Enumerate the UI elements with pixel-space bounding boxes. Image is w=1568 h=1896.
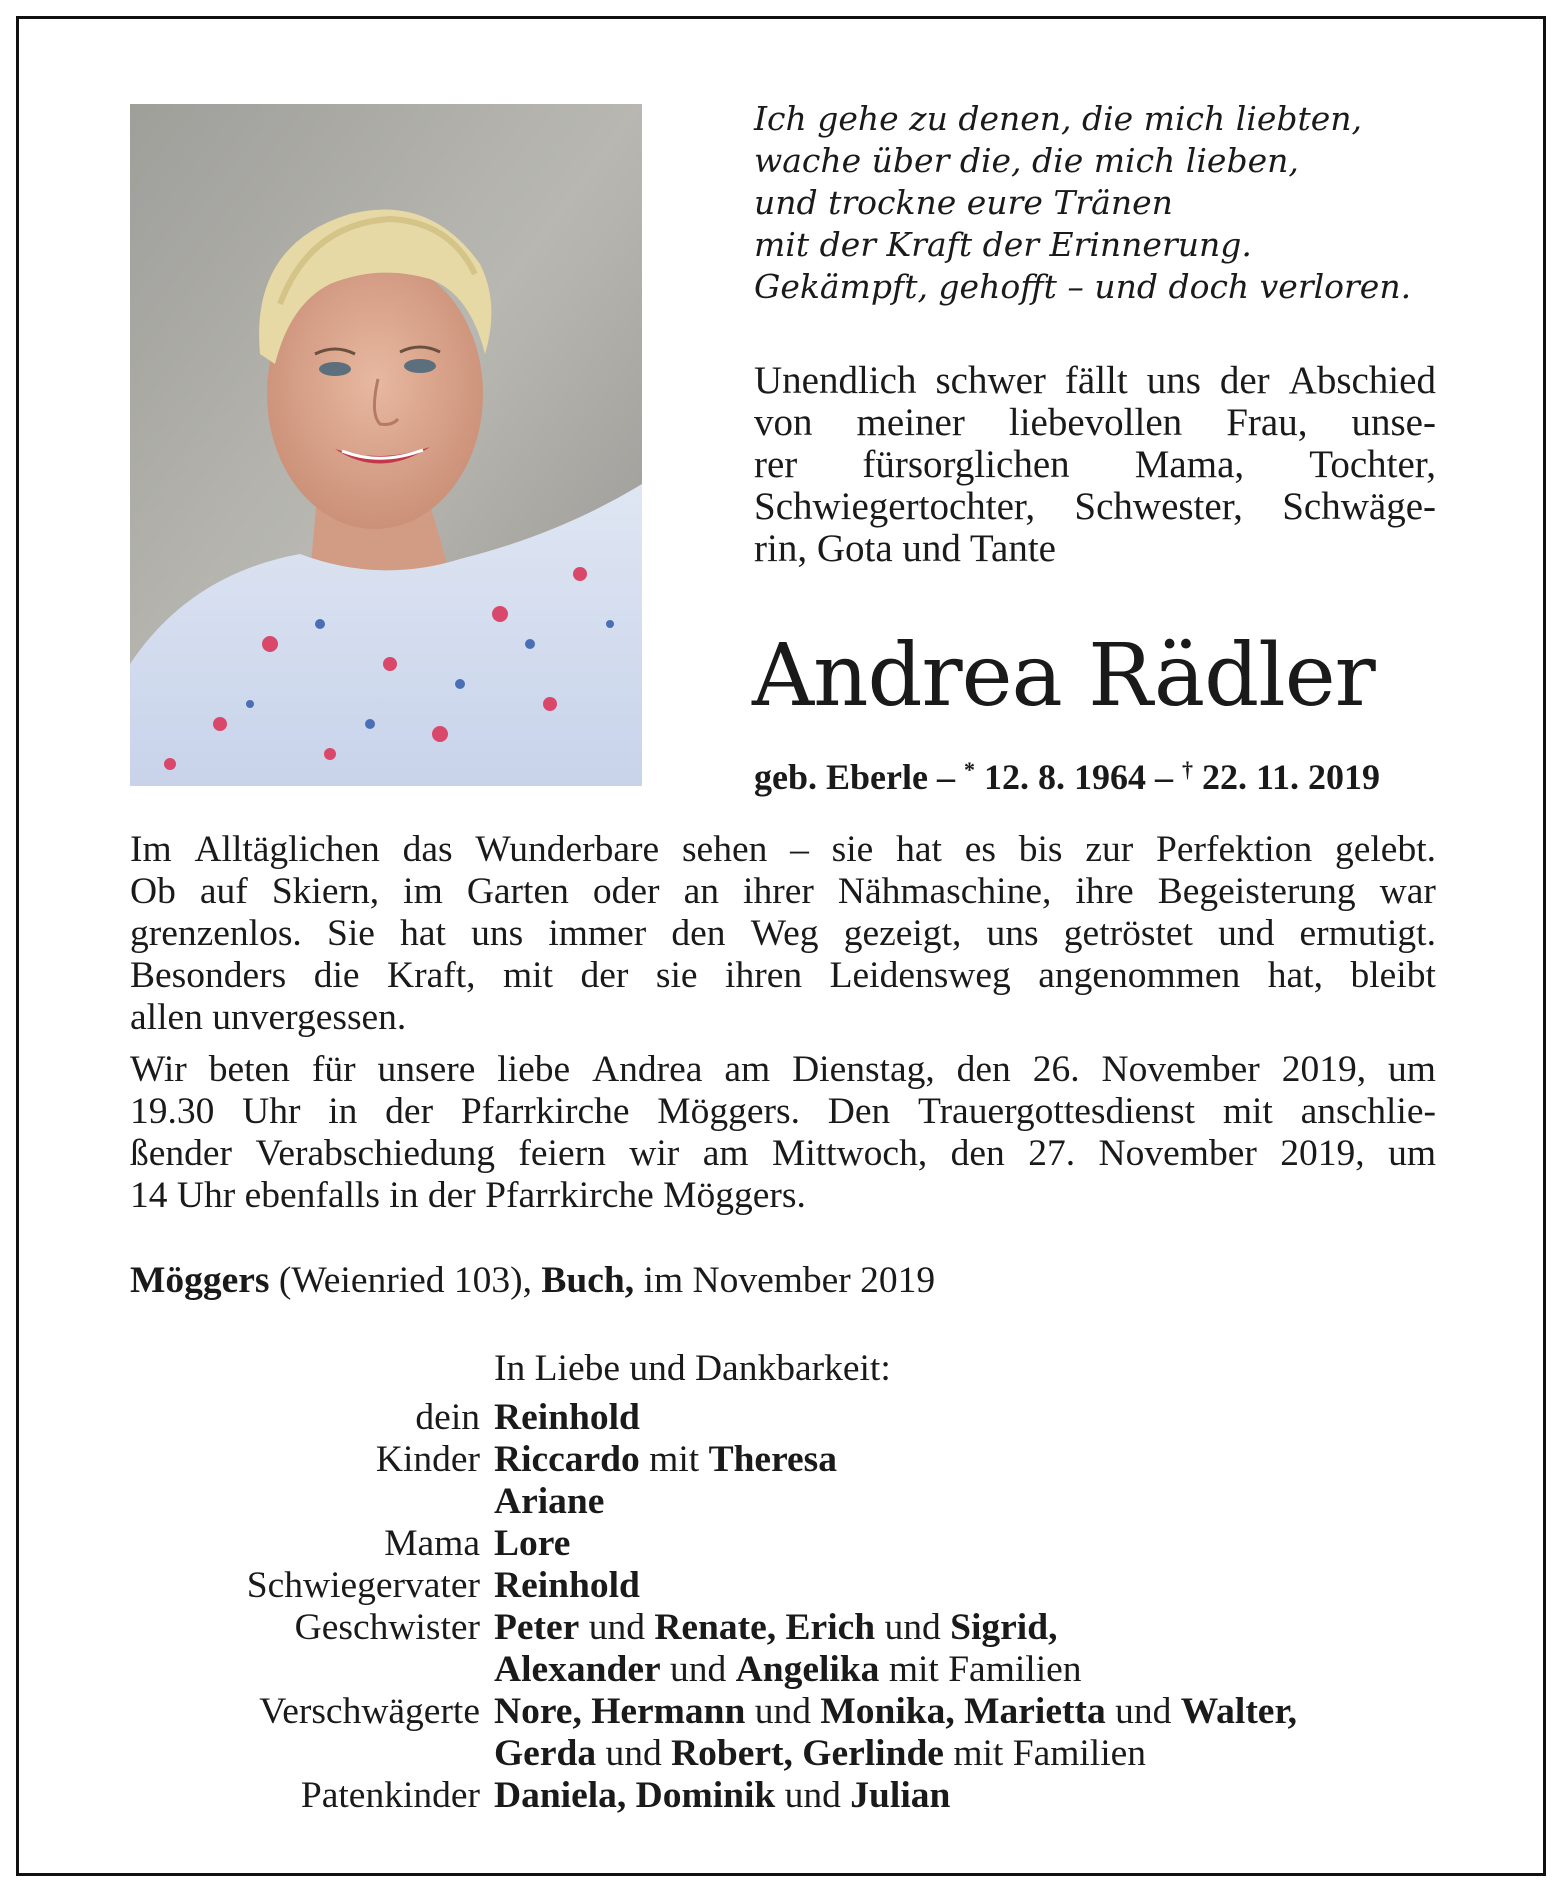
- word: unse-: [1351, 401, 1436, 444]
- word: Uhr: [242, 1091, 301, 1132]
- deceased-name: Andrea Rädler: [752, 626, 1375, 726]
- body-line: [130, 1091, 1436, 1133]
- word: beten: [208, 1049, 290, 1090]
- mourner-names: [494, 1775, 950, 1817]
- word: Mittwoch,: [772, 1133, 928, 1174]
- farewell-line: [754, 444, 1436, 486]
- word: von: [754, 401, 813, 444]
- word: uns: [986, 913, 1039, 954]
- body-line: [130, 829, 1436, 871]
- mourner-names: [494, 1439, 837, 1481]
- word: hat: [896, 829, 942, 870]
- relation-label: [130, 1649, 494, 1691]
- connector-text: und: [875, 1607, 951, 1648]
- body-line: [130, 913, 1436, 955]
- word: 26.: [1032, 1049, 1080, 1090]
- word: es: [964, 829, 996, 870]
- word: uns: [471, 913, 524, 954]
- death-date: 22. 11. 2019: [1192, 757, 1380, 797]
- relation-label: Schwiegervater: [246, 1565, 480, 1606]
- mourner-name: Sigrid,: [950, 1607, 1058, 1648]
- word: rer: [754, 443, 798, 486]
- mourner-name: Peter: [494, 1607, 580, 1648]
- relation-label: Verschwägerte: [259, 1691, 480, 1732]
- farewell-line: rin, Gota und Tante: [754, 527, 1056, 570]
- word: 27.: [1028, 1133, 1076, 1174]
- mourner-row: [130, 1481, 1440, 1523]
- word: meiner: [856, 401, 965, 444]
- mourner-name: Alexander: [494, 1649, 661, 1690]
- mourner-names: [494, 1691, 1297, 1733]
- mourner-name: Daniela, Dominik: [494, 1775, 776, 1816]
- mourner-names: [494, 1523, 570, 1565]
- mourner-names: [494, 1397, 640, 1439]
- poem-line: wache über die, die mich lieben,: [754, 141, 1299, 180]
- word: Leidensweg: [829, 955, 1011, 996]
- word: den: [956, 1049, 1011, 1090]
- word: bleibt: [1350, 955, 1436, 996]
- word: Schwester,: [1074, 485, 1243, 528]
- word: Schwäge-: [1282, 485, 1436, 528]
- word: für: [311, 1049, 356, 1090]
- mourners-list: [130, 1397, 1440, 1817]
- word: den: [950, 1133, 1005, 1174]
- word: Abschied: [1288, 359, 1436, 402]
- word: um: [1388, 1133, 1436, 1174]
- word: Unendlich: [754, 359, 917, 402]
- life-dates: [754, 748, 1454, 799]
- word: grenzenlos.: [130, 913, 302, 954]
- word: Dienstag,: [792, 1049, 935, 1090]
- birth-date: 12. 8. 1964 –: [974, 757, 1182, 797]
- word: oder: [592, 871, 660, 912]
- word: schwer: [935, 359, 1046, 402]
- mourner-name: Walter,: [1180, 1691, 1298, 1732]
- mourner-name: Riccardo: [494, 1439, 640, 1480]
- word: den: [671, 913, 726, 954]
- word: liebe: [497, 1049, 571, 1090]
- farewell-line: [754, 486, 1436, 528]
- word: Alltäglichen: [194, 829, 380, 870]
- mourner-row: [130, 1649, 1440, 1691]
- mourner-row: [130, 1523, 1440, 1565]
- body-line: [130, 871, 1436, 913]
- body-line: [130, 955, 1436, 997]
- paragraph-tribute: [130, 829, 1436, 997]
- word: Mama,: [1134, 443, 1245, 486]
- word: Trauergottesdienst: [917, 1091, 1196, 1132]
- mourner-row: [130, 1565, 1440, 1607]
- word: am: [702, 1133, 749, 1174]
- word: ßender: [130, 1133, 233, 1174]
- word: immer: [548, 913, 647, 954]
- mourner-name: Reinhold: [494, 1565, 640, 1606]
- connector-text: und: [745, 1691, 821, 1732]
- mourner-row: [130, 1775, 1440, 1817]
- mourner-name: Renate, Erich: [654, 1607, 876, 1648]
- poem-line: und trockne eure Tränen: [754, 183, 1173, 222]
- relation-label: [130, 1733, 494, 1775]
- word: fürsorglichen: [862, 443, 1070, 486]
- town-name: Buch,: [541, 1260, 635, 1301]
- connector-text: mit: [639, 1439, 709, 1480]
- body-line: allen unvergessen.: [130, 997, 407, 1038]
- word: sehen: [681, 829, 768, 870]
- mourner-names: [494, 1607, 1057, 1649]
- mourner-name: Reinhold: [494, 1397, 640, 1438]
- word: fällt: [1064, 359, 1128, 402]
- mourner-row: [130, 1439, 1440, 1481]
- word: Garten: [466, 871, 569, 912]
- word: wir: [629, 1133, 680, 1174]
- word: der: [385, 1091, 434, 1132]
- word: hat: [400, 913, 446, 954]
- mourner-names: [494, 1565, 640, 1607]
- word: und: [1218, 913, 1275, 954]
- word: 2019,: [1280, 1133, 1365, 1174]
- word: Den: [827, 1091, 891, 1132]
- place-date-line: [130, 1260, 1436, 1302]
- word: das: [402, 829, 453, 870]
- maiden-name: geb. Eberle –: [754, 757, 964, 797]
- word: Ob: [130, 871, 176, 912]
- word: Perfektion: [1155, 829, 1313, 870]
- poem: [754, 98, 1454, 308]
- connector-text: mit Familien: [879, 1649, 1082, 1690]
- thanks-heading: In Liebe und Dankbarkeit:: [494, 1348, 891, 1389]
- connector-text: und: [579, 1607, 655, 1648]
- word: Wir: [130, 1049, 187, 1090]
- word: war: [1379, 871, 1436, 912]
- word: ihre: [1075, 871, 1134, 912]
- word: liebevollen: [1008, 401, 1183, 444]
- word: unsere: [377, 1049, 476, 1090]
- word: hat,: [1267, 955, 1323, 996]
- mourner-row: [130, 1607, 1440, 1649]
- relation-label: Kinder: [375, 1439, 480, 1480]
- farewell-line: [754, 402, 1436, 444]
- word: November: [1101, 1049, 1260, 1090]
- word: zur: [1085, 829, 1134, 870]
- word: bis: [1018, 829, 1063, 870]
- word: gelebt.: [1334, 829, 1436, 870]
- word: Besonders: [130, 955, 287, 996]
- word: Im: [130, 829, 172, 870]
- mourner-row: [130, 1733, 1440, 1775]
- body-line: [130, 1049, 1436, 1091]
- connector-text: und: [1105, 1691, 1181, 1732]
- word: November: [1098, 1133, 1257, 1174]
- poem-line: mit der Kraft der Erinnerung.: [754, 225, 1252, 264]
- mourner-names: [494, 1481, 604, 1523]
- relation-label: [130, 1481, 494, 1523]
- poem-line: Ich gehe zu denen, die mich liebten,: [754, 99, 1363, 138]
- town-name: Möggers: [130, 1260, 270, 1301]
- word: Verabschiedung: [255, 1133, 495, 1174]
- word: Nähmaschine,: [837, 871, 1052, 912]
- word: Begeisterung: [1157, 871, 1356, 912]
- address: (Weienried 103),: [269, 1260, 542, 1301]
- death-mark: †: [1181, 757, 1193, 782]
- word: Möggers.: [657, 1091, 800, 1132]
- word: der: [1219, 359, 1270, 402]
- word: ihrer: [743, 871, 814, 912]
- farewell-text: [754, 360, 1436, 570]
- connector-text: und: [660, 1649, 736, 1690]
- word: Sie: [326, 913, 375, 954]
- word: mit: [503, 955, 554, 996]
- mourner-row: [130, 1397, 1440, 1439]
- mourner-name: Monika, Marietta: [820, 1691, 1106, 1732]
- word: ihren: [725, 955, 803, 996]
- word: feiern: [518, 1133, 606, 1174]
- word: am: [724, 1049, 771, 1090]
- word: mit: [1222, 1091, 1273, 1132]
- word: anschlie-: [1300, 1091, 1436, 1132]
- word: 19.30: [130, 1091, 215, 1132]
- word: sie: [831, 829, 874, 870]
- relation-label: dein: [415, 1397, 480, 1438]
- word: Frau,: [1226, 401, 1308, 444]
- word: an: [683, 871, 719, 912]
- mourner-names: [494, 1733, 1146, 1775]
- paragraph-service: [130, 1049, 1436, 1175]
- mourner-names: [494, 1649, 1082, 1691]
- word: Pfarrkirche: [460, 1091, 630, 1132]
- mourner-row: [130, 1691, 1440, 1733]
- word: in: [328, 1091, 358, 1132]
- word: Tochter,: [1309, 443, 1436, 486]
- relation-label: Mama: [384, 1523, 480, 1564]
- word: auf: [199, 871, 248, 912]
- relation-label: Geschwister: [294, 1607, 480, 1648]
- word: 2019,: [1281, 1049, 1367, 1090]
- word: um: [1387, 1049, 1436, 1090]
- mourner-name: Theresa: [708, 1439, 838, 1480]
- word: Kraft,: [387, 955, 476, 996]
- word: sie: [655, 955, 698, 996]
- mourner-name: Gerda: [494, 1733, 597, 1774]
- word: uns: [1146, 359, 1201, 402]
- word: Skiern,: [271, 871, 380, 912]
- connector-text: und: [596, 1733, 672, 1774]
- connector-text: mit Familien: [943, 1733, 1147, 1774]
- mourner-name: Julian: [850, 1775, 951, 1816]
- birth-mark: *: [963, 757, 975, 782]
- word: im: [403, 871, 443, 912]
- mourner-name: Angelika: [735, 1649, 880, 1690]
- farewell-line: [754, 360, 1436, 402]
- word: ermutigt.: [1299, 913, 1436, 954]
- date-text: im November 2019: [634, 1260, 936, 1301]
- word: Schwiegertochter,: [754, 485, 1036, 528]
- poem-line: Gekämpft, gehofft – und doch verloren.: [754, 267, 1412, 306]
- word: der: [580, 955, 629, 996]
- word: getröstet: [1063, 913, 1193, 954]
- obituary-body: [130, 829, 1436, 1217]
- word: angenommen: [1038, 955, 1241, 996]
- mourner-name: Ariane: [494, 1481, 605, 1522]
- connector-text: und: [775, 1775, 851, 1816]
- word: Wunderbare: [475, 829, 660, 870]
- body-line: 14 Uhr ebenfalls in der Pfarrkirche Möggers.: [130, 1175, 806, 1216]
- relation-label: Patenkinder: [300, 1775, 480, 1816]
- body-line: [130, 1133, 1436, 1175]
- mourner-name: Lore: [494, 1523, 571, 1564]
- portrait-photo: [130, 104, 642, 786]
- word: die: [313, 955, 360, 996]
- mourner-name: Nore, Hermann: [494, 1691, 746, 1732]
- word: Andrea: [592, 1049, 703, 1090]
- mourner-name: Robert, Gerlinde: [671, 1733, 944, 1774]
- word: Weg: [750, 913, 819, 954]
- word: gezeigt,: [843, 913, 962, 954]
- word: –: [790, 829, 809, 870]
